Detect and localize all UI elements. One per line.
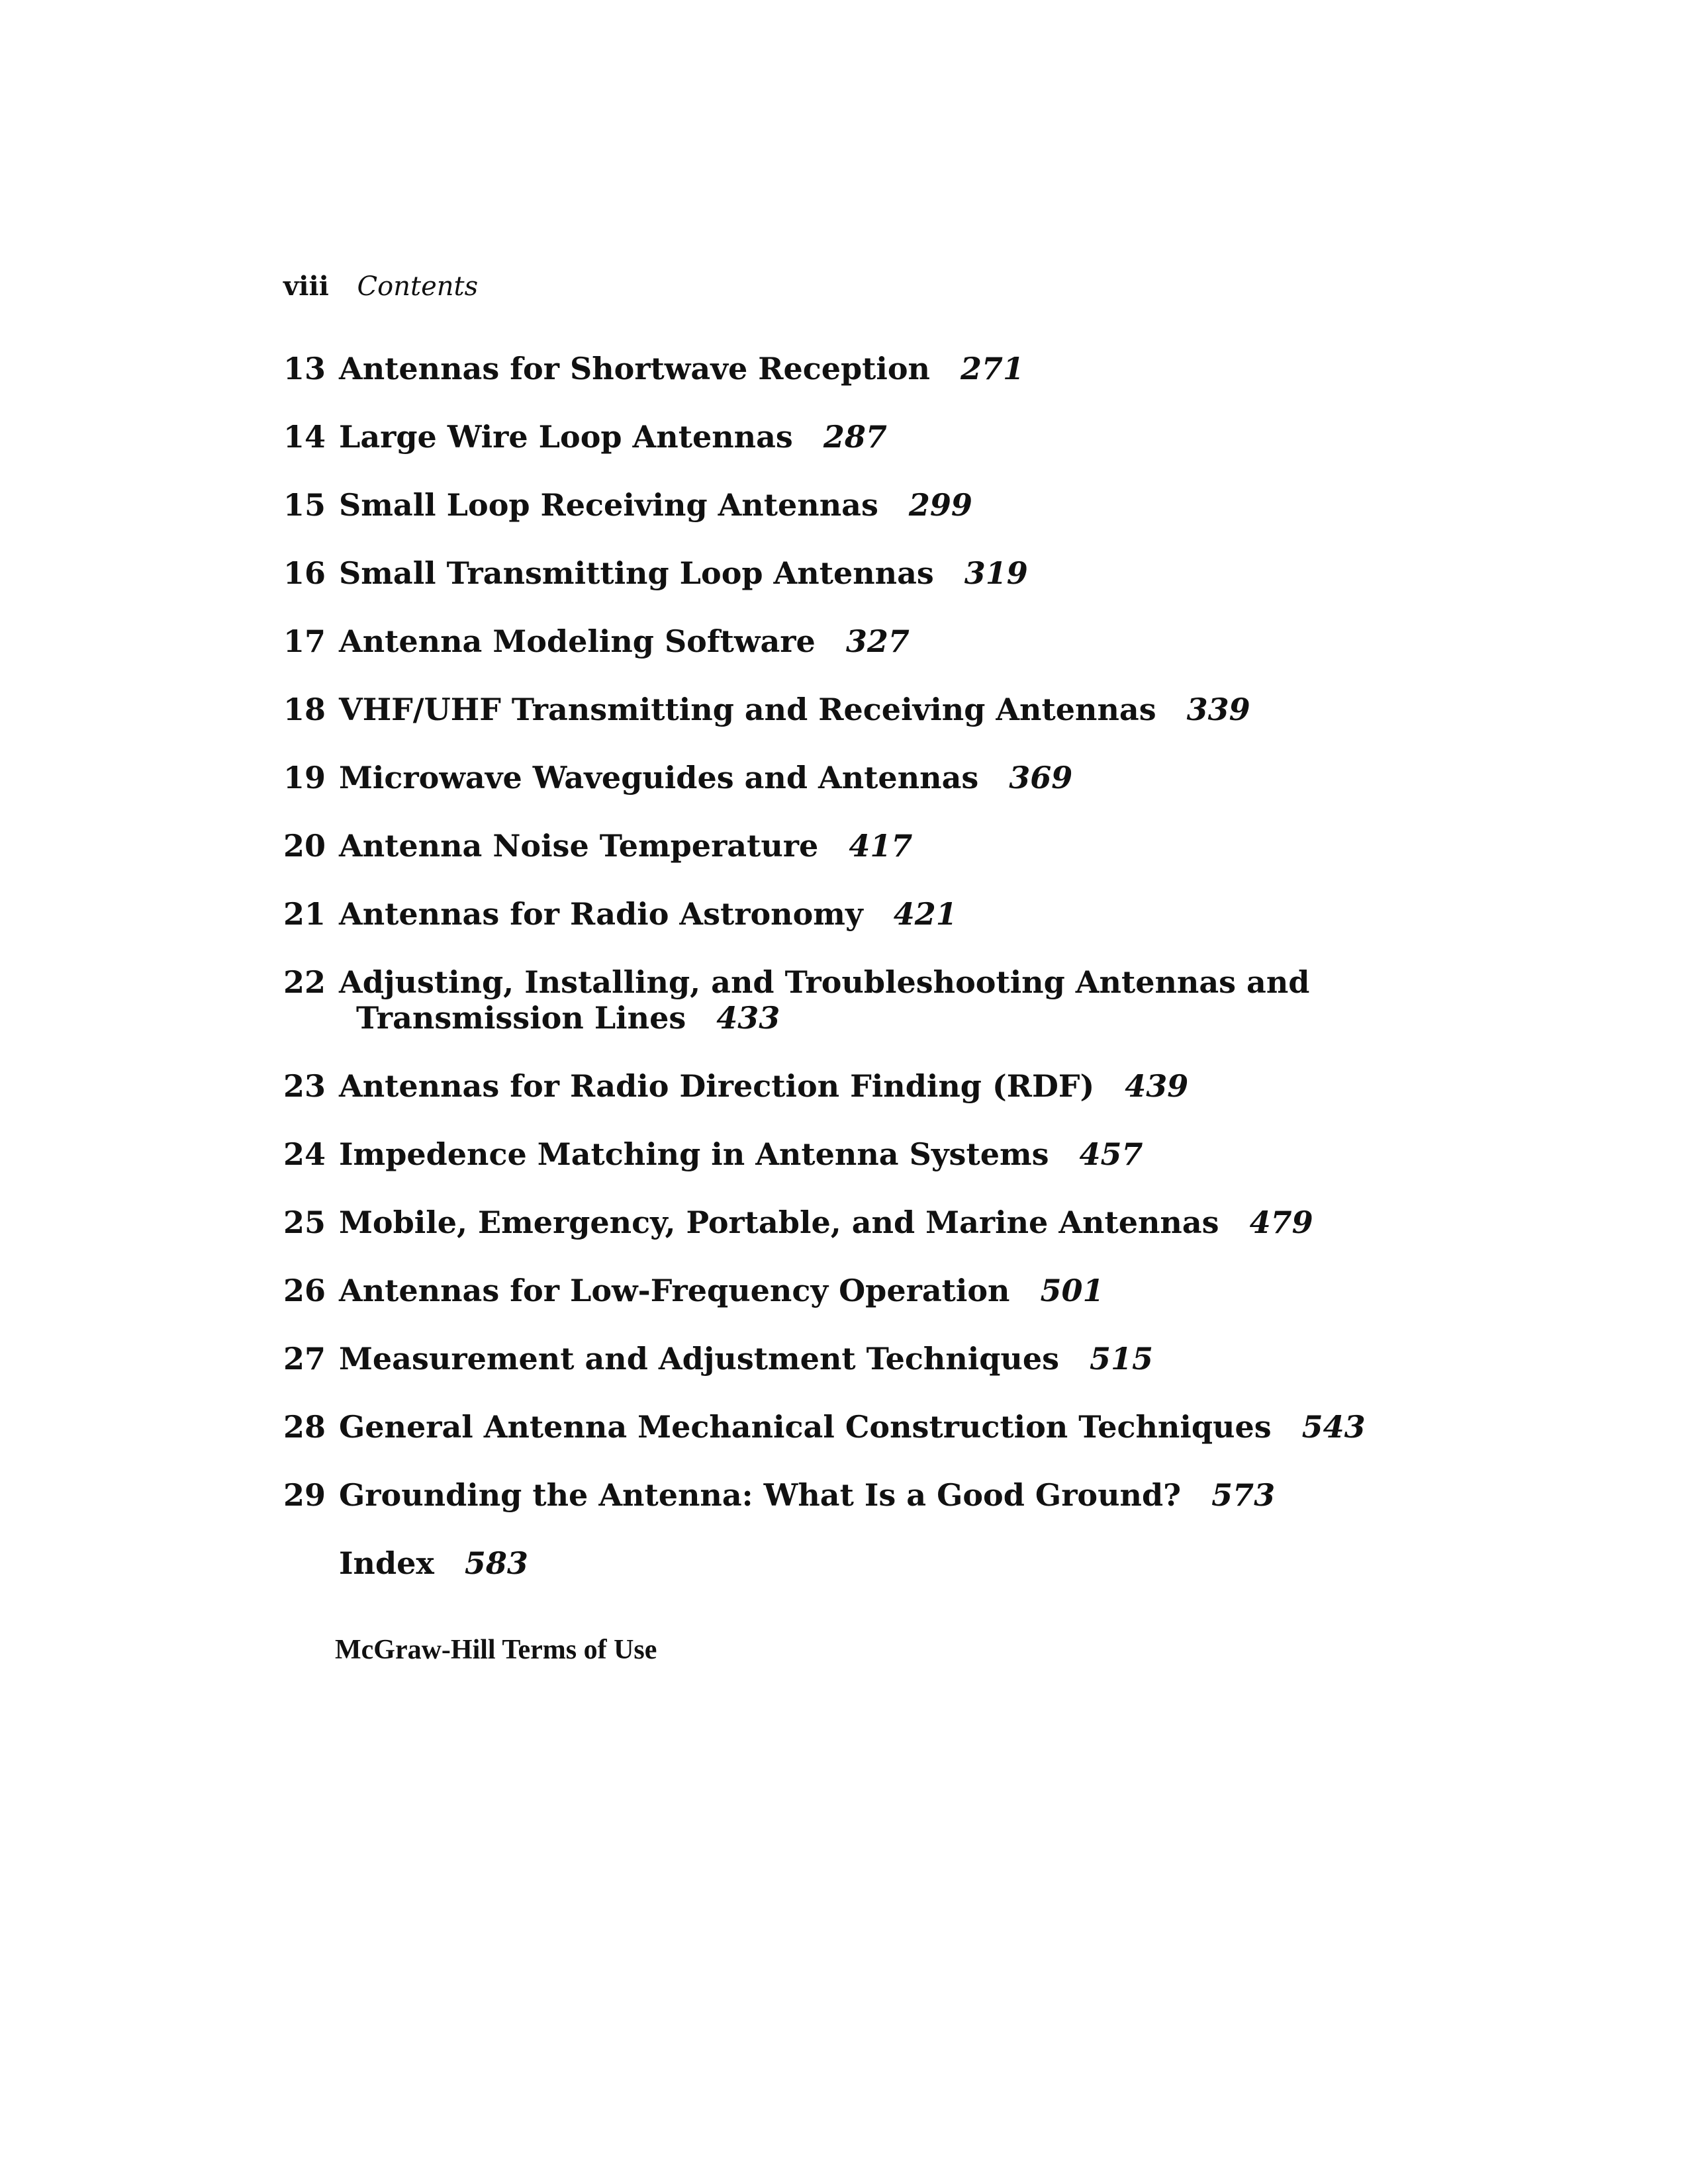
- toc-entry-index[interactable]: [283, 1545, 1475, 1581]
- chapter-number: 16: [283, 555, 326, 591]
- page-number: 327: [845, 623, 910, 659]
- toc-entry-16[interactable]: [283, 555, 1475, 591]
- chapter-title: Small Transmitting Loop Antennas: [339, 555, 934, 591]
- page-number: 421: [893, 896, 957, 932]
- chapter-number: 24: [283, 1136, 326, 1172]
- page-number: 439: [1125, 1068, 1189, 1104]
- page-number: 433: [716, 1000, 780, 1036]
- running-head-section: Contents: [357, 271, 479, 302]
- chapter-number: 18: [283, 692, 326, 727]
- page-number: 515: [1090, 1341, 1154, 1377]
- toc-entry-24[interactable]: [283, 1136, 1475, 1172]
- chapter-number: 25: [283, 1205, 326, 1240]
- chapter-title: Microwave Waveguides and Antennas: [339, 760, 979, 796]
- chapter-number: 27: [283, 1341, 326, 1377]
- toc-entry-15[interactable]: [283, 487, 1475, 523]
- page-number: 287: [823, 419, 887, 455]
- toc-entry-23[interactable]: [283, 1068, 1475, 1104]
- chapter-title: Large Wire Loop Antennas: [339, 419, 793, 455]
- running-head: [283, 270, 478, 303]
- chapter-title: Small Loop Receiving Antennas: [339, 487, 878, 523]
- chapter-title: Antennas for Low-Frequency Operation: [339, 1273, 1010, 1308]
- chapter-title: Measurement and Adjustment Techniques: [339, 1341, 1060, 1377]
- toc-entry-22[interactable]: [283, 964, 1475, 1036]
- chapter-number: 13: [283, 351, 326, 387]
- chapter-title: Antenna Modeling Software: [339, 623, 816, 659]
- chapter-title: VHF/UHF Transmitting and Receiving Antennas: [339, 692, 1156, 727]
- page-number: 299: [908, 487, 972, 523]
- chapter-number: 21: [283, 896, 326, 932]
- page-number: 457: [1079, 1136, 1143, 1172]
- chapter-title: Mobile, Emergency, Portable, and Marine Antennas: [339, 1205, 1219, 1240]
- chapter-number: 14: [283, 419, 326, 455]
- chapter-number: 22: [283, 964, 326, 1000]
- chapter-number: 23: [283, 1068, 326, 1104]
- chapter-number: 15: [283, 487, 326, 523]
- page-number: 319: [964, 555, 1028, 591]
- chapter-title: Antennas for Radio Astronomy: [339, 896, 863, 932]
- page-number: 369: [1009, 760, 1073, 796]
- page-number: 573: [1211, 1477, 1276, 1513]
- page-number: 417: [849, 828, 913, 864]
- toc-entry-20[interactable]: [283, 828, 1475, 864]
- chapter-title: Antennas for Radio Direction Finding (RDF): [339, 1068, 1095, 1104]
- chapter-number: 19: [283, 760, 326, 796]
- chapter-title-continued: Transmission Lines: [356, 1000, 686, 1036]
- page-number: 501: [1040, 1273, 1104, 1308]
- chapter-title: General Antenna Mechanical Construction Techniques: [339, 1409, 1272, 1445]
- toc-entry-25[interactable]: [283, 1205, 1475, 1240]
- table-of-contents: [283, 351, 1475, 1612]
- toc-entry-28[interactable]: [283, 1409, 1475, 1445]
- page-number: 479: [1249, 1205, 1313, 1240]
- toc-entry-29[interactable]: [283, 1477, 1475, 1513]
- chapter-number: 28: [283, 1409, 326, 1445]
- page-number: 339: [1186, 692, 1250, 727]
- chapter-number: 29: [283, 1477, 326, 1513]
- terms-of-use-link[interactable]: McGraw-Hill Terms of Use: [335, 1635, 657, 1665]
- chapter-number: 26: [283, 1273, 326, 1308]
- toc-entry-27[interactable]: [283, 1341, 1475, 1377]
- chapter-title: Impedence Matching in Antenna Systems: [339, 1136, 1049, 1172]
- page-number: 271: [961, 351, 1025, 387]
- chapter-title: Antennas for Shortwave Reception: [339, 351, 931, 387]
- toc-entry-18[interactable]: [283, 692, 1475, 727]
- toc-entry-17[interactable]: [283, 623, 1475, 659]
- chapter-title: Adjusting, Installing, and Troubleshooting Antennas and: [339, 964, 1310, 1000]
- toc-entry-19[interactable]: [283, 760, 1475, 796]
- chapter-title: Antenna Noise Temperature: [339, 828, 819, 864]
- toc-entry-26[interactable]: [283, 1273, 1475, 1308]
- page-folio: viii: [283, 271, 329, 302]
- toc-entry-13[interactable]: [283, 351, 1475, 387]
- index-title: Index: [339, 1545, 434, 1581]
- page-number: 543: [1301, 1409, 1366, 1445]
- chapter-number: 20: [283, 828, 326, 864]
- chapter-title: Grounding the Antenna: What Is a Good Ground?: [339, 1477, 1182, 1513]
- chapter-number: 17: [283, 623, 326, 659]
- toc-entry-21[interactable]: [283, 896, 1475, 932]
- page-number: 583: [464, 1545, 528, 1581]
- toc-entry-14[interactable]: [283, 419, 1475, 455]
